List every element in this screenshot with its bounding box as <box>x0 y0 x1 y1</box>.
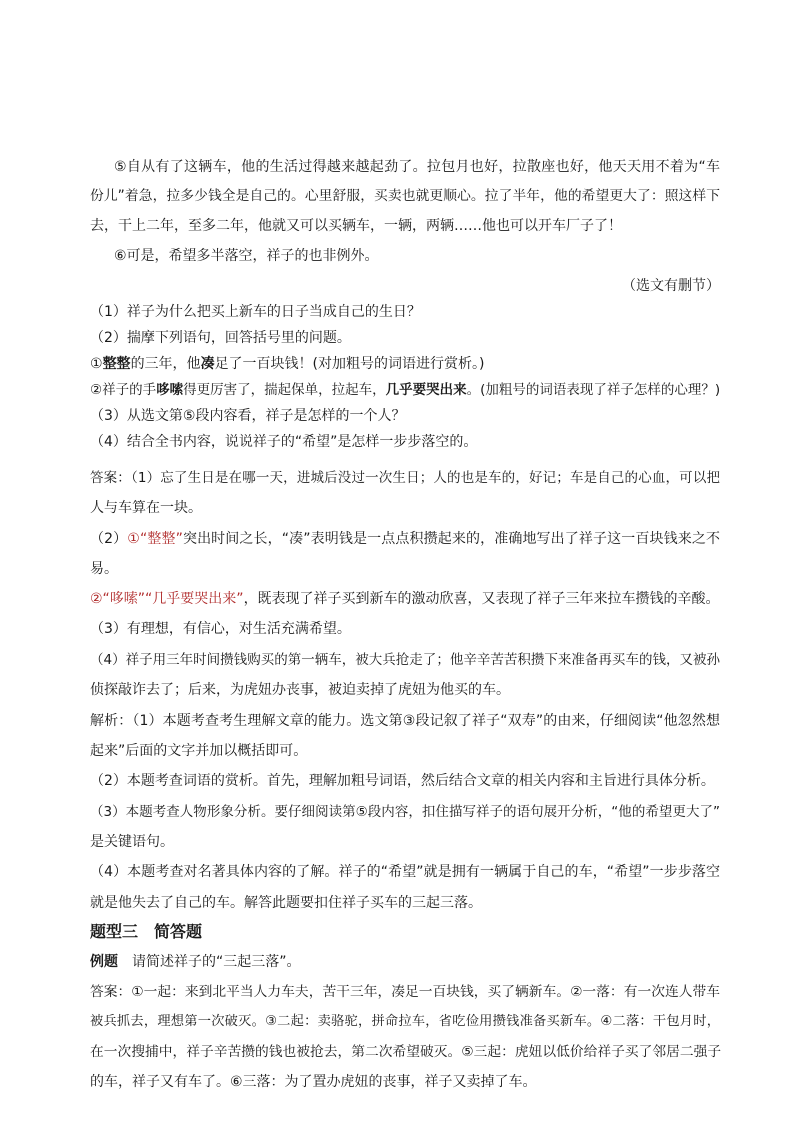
example-label: 例题 <box>90 954 118 970</box>
passage-p5-line1: ⑤自从有了这辆车，他的生活过得越来越起劲了。拉包月也好，拉散座也好，他天天用不着为“车 <box>114 159 720 175</box>
answer-2b <box>90 589 720 609</box>
answer-2b-rest: ，既表现了祥子买到新车的激动欣喜，又表现了祥子三年来拉车攒钱的辛酸。 <box>243 591 720 607</box>
passage-p5-line3: 去，干上二年，至多二年，他就又可以买辆车，一辆，两辆……他也可以开车厂子了！ <box>90 218 622 234</box>
q2a-mid: 的三年，他 <box>130 356 201 372</box>
answer-2-line2: 易。 <box>90 561 118 577</box>
q2b-bold-1: 哆嗦 <box>156 382 184 398</box>
analysis-1-line2: 起来”后面的文字并加以概括即可。 <box>90 743 308 759</box>
question-4: （4）结合全书内容，说说祥子的“希望”是怎样一步步落空的。 <box>90 434 478 450</box>
example-text: 请简述祥子的“三起三落”。 <box>118 954 301 970</box>
answer-2b-red-term: ②“哆嗦”“几乎要哭出来” <box>90 591 244 607</box>
answer-1-line2: 人与车算在一块。 <box>90 500 202 516</box>
analysis-3-line2: 是关键语句。 <box>90 834 174 850</box>
analysis-1-line1: 解析：（1）本题考查考生理解文章的能力。选文第③段记叙了祥子“双寿”的由来，仔细阅读“他忽然想 <box>90 713 720 729</box>
analysis-4-line2: 就是他失去了自己的车。解答此题要扣住祥子买车的三起三落。 <box>90 895 482 911</box>
q2a-bold-1: 整整 <box>102 356 131 372</box>
analysis-3-line1: （3）本题考查人物形象分析。要仔细阅读第⑤段内容，扣住描写祥子的语句展开分析，“他的希望更大了” <box>90 804 720 820</box>
passage-p6: ⑥可是，希望多半落空，祥子的也非例外。 <box>114 248 379 264</box>
q2b-post: 。(加粗号的词语表现了祥子怎样的心理？) <box>466 382 721 398</box>
answer-1-line1: 答案：（1）忘了生日是在哪一天，进城后没过一次生日；人的也是车的，好记；车是自己的心血，可以把 <box>90 470 720 486</box>
analysis-4-line1: （4）本题考查对名著具体内容的了解。祥子的“希望”就是拥有一辆属于自己的车，“希望”一步步落空 <box>90 864 720 880</box>
answer-4-line1: （4）祥子用三年时间攒钱购买的第一辆车，被大兵抢走了；他辛辛苦苦积攒下来准备再买车的钱，又被孙 <box>90 652 720 668</box>
answer-2-rest: 突出时间之长，“凑”表明钱是一点点积攒起来的，准确地写出了祥子这一百块钱来之不 <box>182 531 720 547</box>
question-2b <box>90 380 720 400</box>
answer-2-red-term: ①“整整” <box>127 531 183 547</box>
q2a-bold-2: 凑 <box>200 356 215 372</box>
question-2a <box>90 354 720 374</box>
section3-answer-line1: 答案：①一起：来到北平当人力车夫，苦干三年，凑足一百块钱，买了辆新车。②一落：有一次连人带车 <box>90 984 720 1000</box>
section3-answer-line4: 的车，祥子又有车了。⑥三落：为了置办虎妞的丧事，祥子又卖掉了车。 <box>90 1074 537 1090</box>
q2b-mid: 得更厉害了，揣起保单，拉起车， <box>183 382 386 398</box>
answer-4-line2: 侦探敲诈去了；后来，为虎妞办丧事，被迫卖掉了虎妞为他买的车。 <box>90 682 510 698</box>
answer-2-line1 <box>90 529 720 549</box>
example-question <box>90 952 720 972</box>
q2b-pre: ②祥子的手 <box>90 382 157 398</box>
answer-3: （3）有理想，有信心，对生活充满希望。 <box>90 621 351 637</box>
question-3: （3）从选文第⑤段内容看，祥子是怎样的一个人？ <box>90 408 406 424</box>
analysis-2: （2）本题考查词语的赏析。首先，理解加粗号词语，然后结合文章的相关内容和主旨进行具体分析。 <box>90 773 715 789</box>
q2a-pre: ① <box>90 356 103 372</box>
section-heading: 题型三 简答题 <box>90 922 203 941</box>
answer-2-prefix: （2） <box>90 531 128 547</box>
section3-answer-line2: 被兵抓去，理想第一次破灭。③二起：卖骆驼，拼命拉车，省吃俭用攒钱准备买新车。④二落：干包月时， <box>90 1014 720 1029</box>
question-1: （1）祥子为什么把买上新车的日子当成自己的生日？ <box>90 304 421 320</box>
question-2: （2）揣摩下列语句，回答括号里的问题。 <box>90 330 351 346</box>
q2b-bold-2: 几乎要哭出来 <box>385 382 467 398</box>
passage-note: （选文有删节） <box>622 278 720 294</box>
passage-p5-line2: 份儿”着急，拉多少钱全是自己的。心里舒服，买卖也就更顺心。拉了半年，他的希望更大了：照这样下 <box>90 188 720 204</box>
section3-answer-line3: 在一次搜捕中，祥子辛苦攒的钱也被抢去，第二次希望破灭。⑤三起：虎妞以低价给祥子买了邻居二强子 <box>90 1044 722 1060</box>
q2a-post: 足了一百块钱！(对加粗号的词语进行赏析。) <box>214 356 485 372</box>
